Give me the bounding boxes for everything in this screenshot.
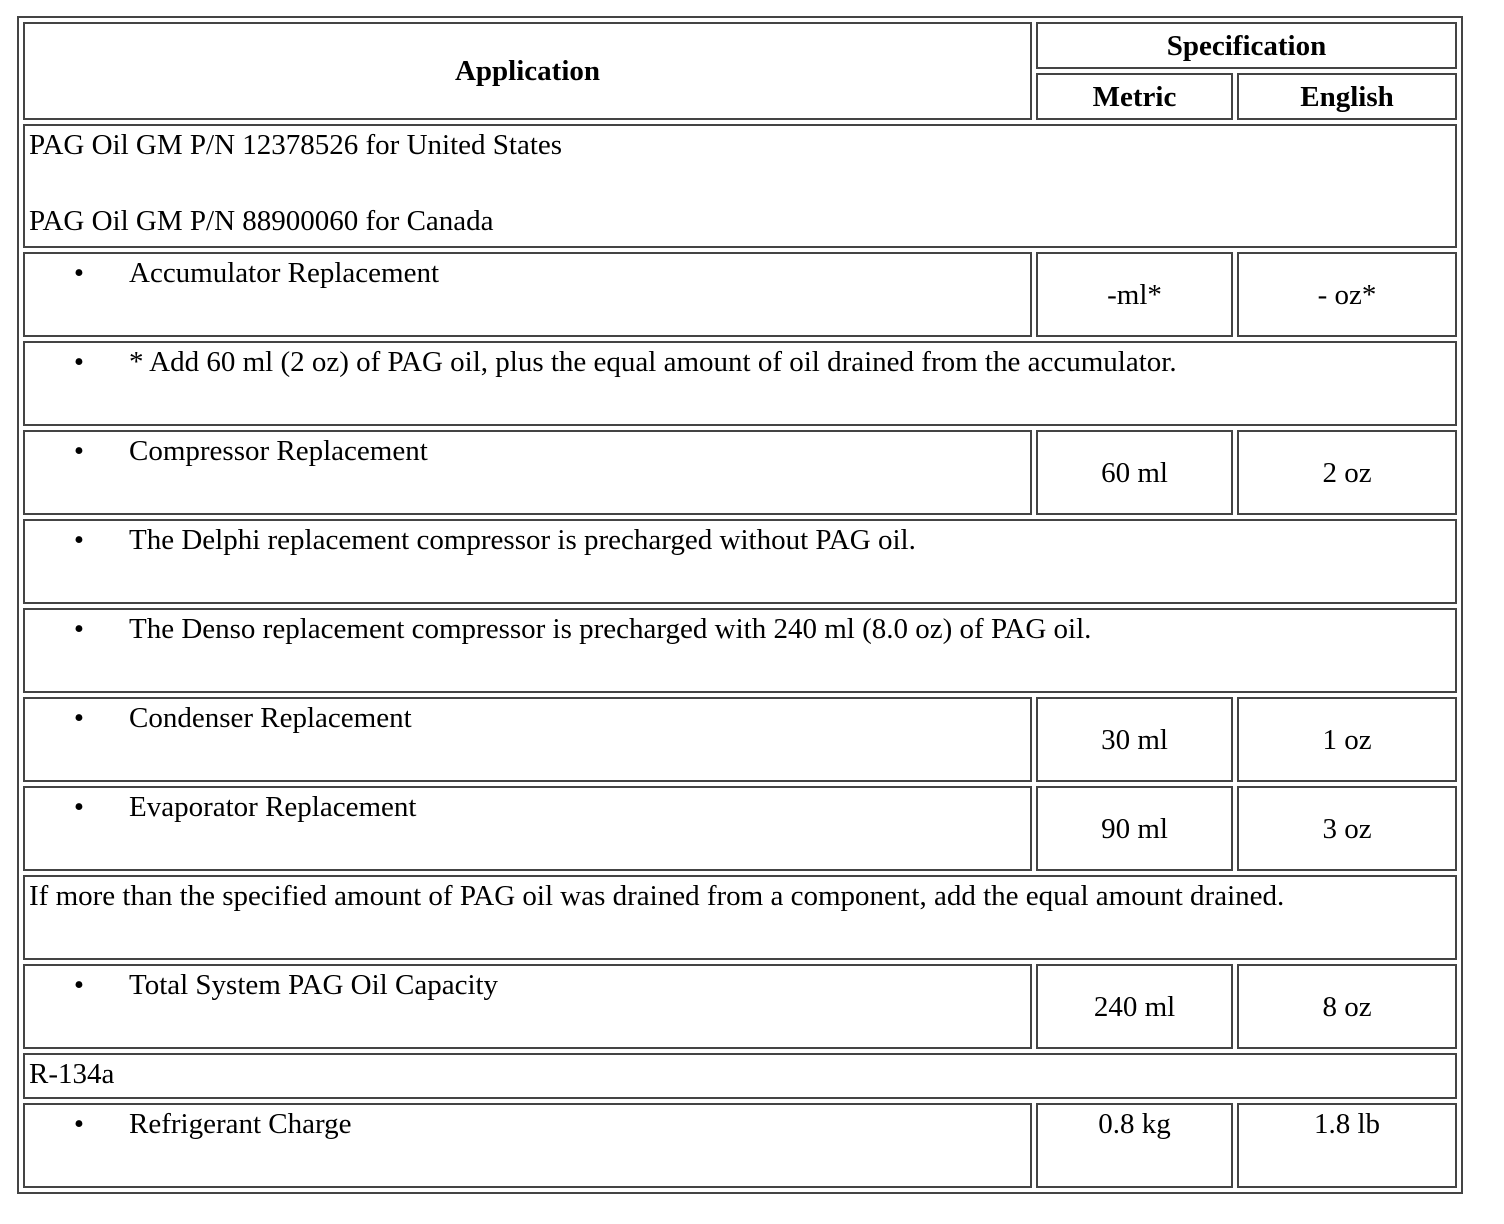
accumulator-english: - oz* bbox=[1237, 252, 1457, 337]
total-capacity-english: 8 oz bbox=[1237, 964, 1457, 1049]
specification-header: Specification bbox=[1036, 22, 1457, 69]
delphi-note: The Delphi replacement compressor is precharged without PAG oil. bbox=[129, 524, 916, 556]
condenser-english: 1 oz bbox=[1237, 697, 1457, 782]
bullet: • bbox=[73, 702, 85, 734]
drain-note: If more than the specified amount of PAG oil was drained from a component, add the equal amount drained. bbox=[23, 875, 1457, 960]
total-capacity-label: Total System PAG Oil Capacity bbox=[129, 969, 499, 1001]
bullet: • bbox=[73, 969, 85, 1001]
bullet: • bbox=[73, 1108, 85, 1140]
pag-oil-us: PAG Oil GM P/N 12378526 for United States bbox=[29, 129, 563, 161]
table-row bbox=[23, 341, 1457, 426]
bullet: • bbox=[73, 435, 85, 467]
condenser-metric: 30 ml bbox=[1036, 697, 1233, 782]
accumulator-note: * Add 60 ml (2 oz) of PAG oil, plus the equal amount of oil drained from the accumulator. bbox=[129, 346, 1177, 378]
denso-note-cell bbox=[23, 608, 1457, 693]
bullet: • bbox=[73, 346, 85, 378]
compressor-english: 2 oz bbox=[1237, 430, 1457, 515]
refrigerant-charge-label: Refrigerant Charge bbox=[129, 1108, 352, 1140]
pag-oil-row bbox=[23, 124, 1457, 248]
metric-header: Metric bbox=[1036, 73, 1233, 120]
table-row bbox=[23, 519, 1457, 604]
refrigerant-type: R-134a bbox=[23, 1053, 1457, 1099]
evaporator-metric: 90 ml bbox=[1036, 786, 1233, 871]
refrigerant-charge-english: 1.8 lb bbox=[1237, 1103, 1457, 1188]
table-row bbox=[23, 252, 1457, 337]
english-header: English bbox=[1237, 73, 1457, 120]
total-capacity-metric: 240 ml bbox=[1036, 964, 1233, 1049]
table-row bbox=[23, 786, 1457, 871]
table-row bbox=[23, 430, 1457, 515]
accumulator-cell bbox=[23, 252, 1032, 337]
accumulator-label: Accumulator Replacement bbox=[129, 257, 440, 289]
compressor-cell bbox=[23, 430, 1032, 515]
compressor-label: Compressor Replacement bbox=[129, 435, 428, 467]
bullet: • bbox=[73, 257, 85, 289]
delphi-note-cell bbox=[23, 519, 1457, 604]
condenser-cell bbox=[23, 697, 1032, 782]
evaporator-label: Evaporator Replacement bbox=[129, 791, 417, 823]
condenser-label: Condenser Replacement bbox=[129, 702, 412, 734]
application-header: Application bbox=[23, 22, 1032, 120]
evaporator-cell bbox=[23, 786, 1032, 871]
evaporator-english: 3 oz bbox=[1237, 786, 1457, 871]
bullet: • bbox=[73, 613, 85, 645]
accumulator-metric: -ml* bbox=[1036, 252, 1233, 337]
bullet: • bbox=[73, 524, 85, 556]
bullet: • bbox=[73, 791, 85, 823]
total-capacity-cell bbox=[23, 964, 1032, 1049]
pag-oil-canada: PAG Oil GM P/N 88900060 for Canada bbox=[29, 205, 494, 237]
refrigerant-charge-metric: 0.8 kg bbox=[1036, 1103, 1233, 1188]
specification-table bbox=[17, 16, 1463, 1194]
compressor-metric: 60 ml bbox=[1036, 430, 1233, 515]
refrigerant-charge-cell bbox=[23, 1103, 1032, 1188]
pag-oil-cell bbox=[23, 124, 1457, 248]
table-row bbox=[23, 697, 1457, 782]
table-row bbox=[23, 1103, 1457, 1188]
table-row bbox=[23, 1053, 1457, 1099]
accumulator-note-cell bbox=[23, 341, 1457, 426]
table-row bbox=[23, 875, 1457, 960]
table-row bbox=[23, 964, 1457, 1049]
table-row bbox=[23, 608, 1457, 693]
denso-note: The Denso replacement compressor is precharged with 240 ml (8.0 oz) of PAG oil. bbox=[129, 613, 1092, 645]
